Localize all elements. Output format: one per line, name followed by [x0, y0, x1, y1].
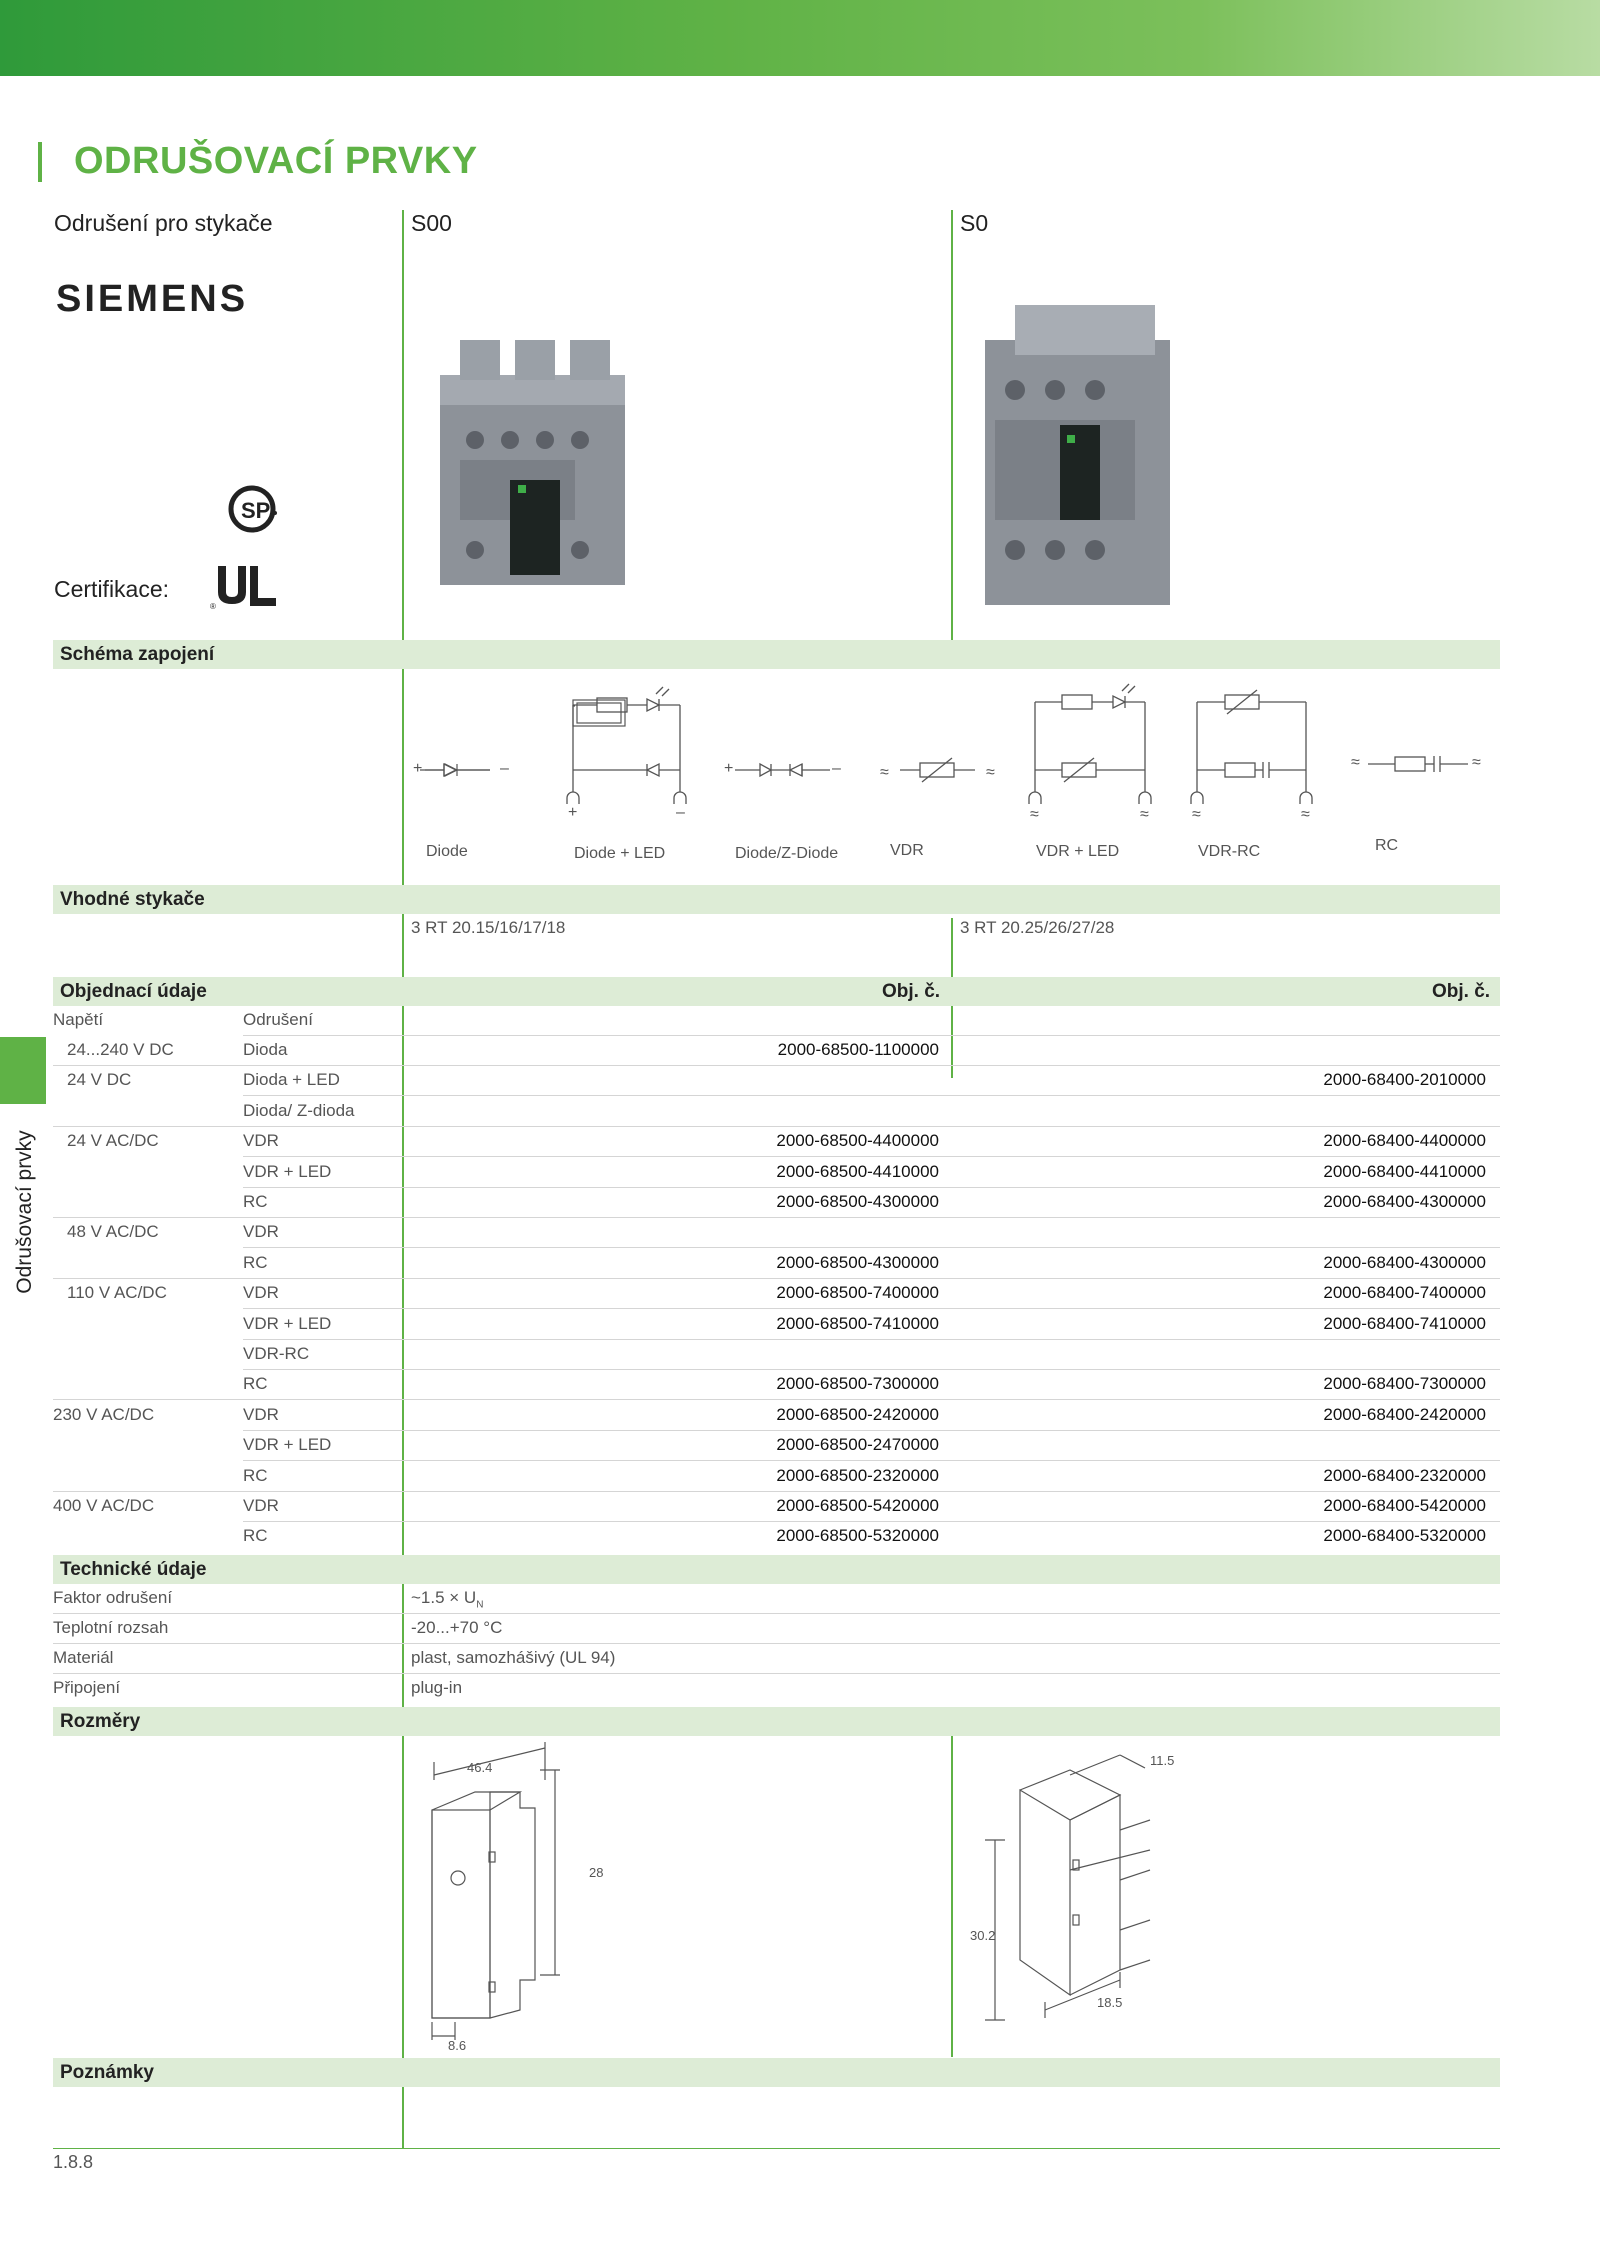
table-row: [53, 1431, 1500, 1461]
header-col-s0: S0: [960, 210, 989, 236]
section-title-rozmery: Rozměry: [60, 1711, 141, 1732]
section-title-poznamky: Poznámky: [60, 2062, 154, 2083]
order-header-napeti: Napětí: [53, 1010, 104, 1029]
table-row: [53, 1492, 1500, 1522]
title-marker: [38, 142, 42, 182]
schema-label-diode-zdiode: Diode/Z-Diode: [735, 845, 839, 862]
csa-logo-icon: [228, 483, 280, 535]
table-row: [53, 1310, 1500, 1340]
order-cell-odruseni: Dioda + LED: [243, 1070, 340, 1090]
order-cell-s00: 2000-68500-2420000: [776, 1404, 939, 1424]
table-row: [53, 1370, 1500, 1400]
schema-label-diode-led: Diode + LED: [574, 845, 666, 862]
order-header-row: [53, 1006, 1500, 1036]
tech-value: ~1.5 × $U_N$: [411, 1588, 484, 1611]
order-cell-s0: 2000-68400-5320000: [1323, 1526, 1486, 1546]
order-cell-s00: 2000-68500-4300000: [776, 1192, 939, 1211]
vdrrc-ac-right-sign: ≈: [1301, 806, 1310, 823]
order-cell-napeti: 24 V DC: [67, 1070, 132, 1090]
order-cell-s0: 2000-68400-5420000: [1323, 1496, 1486, 1515]
tech-row: [53, 1674, 1500, 1704]
section-bar-technicke: [53, 1555, 1500, 1584]
section-bar-schema: [53, 640, 1500, 669]
tech-value: -20...+70 °C: [411, 1618, 503, 1637]
table-row: [53, 1097, 1500, 1127]
order-cell-s0: 2000-68400-4400000: [1323, 1131, 1486, 1151]
table-row: [53, 1249, 1500, 1279]
dim-s00-depth: 8.6: [448, 2038, 467, 2053]
tech-value: plug-in: [411, 1678, 463, 1697]
order-cell-odruseni: VDR: [243, 1131, 279, 1151]
order-cell-s0: 2000-68400-7410000: [1323, 1313, 1486, 1333]
s0-contactor-image: [975, 300, 1195, 610]
vdrrc-ac-left-sign: ≈: [1192, 806, 1201, 823]
order-cell-s00: 2000-68500-5420000: [776, 1496, 939, 1515]
section-title-objednaci: Objednací údaje: [60, 981, 207, 1002]
tech-label: Připojení: [53, 1678, 121, 1697]
diodeled-plus-sign: +: [568, 804, 578, 821]
section-bar-objednaci: [53, 977, 1500, 1006]
diode-minus-sign: –: [500, 760, 509, 777]
zdiode-minus-sign: –: [832, 760, 841, 777]
page-title: ODRUŠOVACÍ PRVKY: [74, 140, 478, 182]
rc-ac-left-sign: ≈: [1351, 754, 1360, 771]
order-cell-odruseni: VDR + LED: [243, 1435, 332, 1455]
order-cell-odruseni: VDR: [243, 1496, 279, 1515]
page-number: 1.8.8: [53, 2152, 94, 2172]
order-cell-s00: 2000-68500-7400000: [776, 1283, 939, 1303]
dim-s00-height: 28: [589, 1865, 604, 1880]
header-col-s00: S00: [411, 210, 452, 236]
schema-label-vdr-rc: VDR-RC: [1198, 843, 1261, 860]
order-cell-odruseni: RC: [243, 1192, 268, 1211]
footer-line: [53, 2148, 1500, 2149]
order-cell-odruseni: VDR: [243, 1283, 279, 1303]
tech-label: Teplotní rozsah: [53, 1618, 169, 1637]
divider-col1-top: [402, 210, 404, 640]
order-cell-s0: 2000-68400-2010000: [1323, 1070, 1486, 1090]
order-header-obj-s0: Obj. č.: [1432, 981, 1491, 1002]
s0-dimension-drawing: [970, 1740, 1200, 2060]
table-row: [53, 1188, 1500, 1218]
tech-label: Materiál: [53, 1648, 114, 1667]
order-cell-odruseni: RC: [243, 1526, 268, 1546]
stykace-s0: 3 RT 20.25/26/27/28: [960, 918, 1115, 937]
vdrled-ac-left-sign: ≈: [1030, 806, 1039, 823]
order-cell-napeti: 48 V AC/DC: [67, 1222, 159, 1242]
table-row: [53, 1462, 1500, 1492]
tech-label: Faktor odrušení: [53, 1588, 173, 1607]
order-cell-odruseni: RC: [243, 1374, 268, 1394]
table-row: [53, 1340, 1500, 1370]
dim-s0-depth: 11.5: [1150, 1753, 1175, 1768]
order-cell-s0: 2000-68400-4300000: [1323, 1252, 1486, 1272]
order-cell-s0: 2000-68400-7300000: [1323, 1374, 1486, 1394]
s00-contactor-image: [430, 335, 640, 590]
order-cell-s0: 2000-68400-4410000: [1323, 1161, 1486, 1181]
order-cell-napeti: 400 V AC/DC: [53, 1496, 155, 1515]
order-cell-napeti: 230 V AC/DC: [53, 1404, 155, 1424]
section-bar-poznamky: [53, 2058, 1500, 2087]
stykace-s00: 3 RT 20.15/16/17/18: [411, 918, 566, 937]
order-cell-s00: 2000-68500-4400000: [776, 1131, 939, 1151]
order-cell-s00: 2000-68500-4410000: [776, 1161, 939, 1181]
divider-col2-top: [951, 210, 953, 640]
order-cell-s00: 2000-68500-2470000: [776, 1435, 939, 1455]
vdrled-ac-right-sign: ≈: [1140, 806, 1149, 823]
order-cell-odruseni: VDR + LED: [243, 1313, 332, 1333]
table-row: [53, 1401, 1500, 1431]
order-cell-s00: 2000-68500-7300000: [776, 1374, 939, 1394]
schema-label-rc: RC: [1375, 837, 1399, 854]
order-header-obj-s00: Obj. č.: [882, 981, 941, 1002]
siemens-logo: SIEMENS: [56, 278, 249, 320]
table-row: [53, 1279, 1500, 1309]
section-bar-stykace: [53, 885, 1500, 914]
order-cell-odruseni: Dioda/ Z-dioda: [243, 1100, 355, 1120]
order-cell-s00: 2000-68500-1100000: [777, 1040, 939, 1059]
schema-label-vdr-led: VDR + LED: [1036, 843, 1120, 860]
rc-ac-right-sign: ≈: [1472, 754, 1481, 771]
order-cell-odruseni: VDR: [243, 1404, 279, 1424]
order-cell-odruseni: RC: [243, 1465, 268, 1485]
order-cell-s00: 2000-68500-2320000: [776, 1465, 939, 1485]
svg-text:SP: SP: [241, 498, 271, 523]
order-cell-s00: 2000-68500-7410000: [776, 1313, 939, 1333]
order-cell-s0: 2000-68400-2420000: [1323, 1404, 1486, 1424]
order-header-odruseni: Odrušení: [243, 1010, 313, 1029]
order-cell-odruseni: VDR: [243, 1222, 279, 1242]
header-product-label: Odrušení pro stykače: [54, 210, 273, 236]
order-cell-s0: 2000-68400-2320000: [1323, 1465, 1486, 1485]
table-row: [53, 1066, 1500, 1096]
table-row: [53, 1036, 1500, 1066]
order-cell-napeti: 110 V AC/DC: [67, 1283, 167, 1303]
order-cell-odruseni: Dioda: [243, 1040, 288, 1059]
table-row: [53, 1158, 1500, 1188]
section-bar-rozmery: [53, 1707, 1500, 1736]
tech-row: [53, 1584, 1500, 1614]
vdr-ac-left-sign: ≈: [880, 764, 889, 781]
diodeled-minus-sign: –: [676, 804, 685, 821]
tech-row: [53, 1644, 1500, 1674]
order-cell-napeti: 24...240 V DC: [67, 1040, 174, 1059]
ul-logo-icon: [210, 562, 286, 610]
divider-col2-dims: [951, 1707, 953, 2057]
order-cell-s0: 2000-68400-7400000: [1323, 1283, 1486, 1303]
section-title-schema: Schéma zapojení: [60, 644, 215, 665]
side-tab-marker: [0, 1037, 46, 1104]
order-cell-s0: 2000-68400-4300000: [1323, 1192, 1486, 1211]
svg-text:®: ®: [210, 602, 216, 611]
section-title-stykace: Vhodné stykače: [60, 889, 205, 910]
s00-dimension-drawing: [420, 1740, 620, 2060]
order-cell-odruseni: VDR + LED: [243, 1161, 332, 1181]
order-cell-s00: 2000-68500-5320000: [776, 1526, 939, 1546]
table-row: [53, 1522, 1500, 1552]
dim-s0-width: 18.5: [1097, 1995, 1123, 2010]
top-color-bar: [0, 0, 1600, 76]
zdiode-plus-sign: +: [724, 760, 734, 777]
order-cell-s00: 2000-68500-4300000: [776, 1252, 939, 1272]
dim-s0-height: 30.2: [970, 1928, 996, 1943]
certification-label: Certifikace:: [54, 576, 170, 602]
order-cell-odruseni: RC: [243, 1252, 268, 1272]
side-tab-label: Odrušovací prvky: [13, 1130, 36, 1294]
order-cell-napeti: 24 V AC/DC: [67, 1131, 159, 1151]
tech-row: [53, 1614, 1500, 1644]
schema-label-diode: Diode: [426, 843, 468, 860]
vdr-ac-right-sign: ≈: [986, 764, 995, 781]
diode-plus-sign: +: [413, 760, 423, 777]
dim-s00-width: 46.4: [467, 1760, 493, 1775]
order-cell-odruseni: VDR-RC: [243, 1344, 310, 1363]
table-row: [53, 1127, 1500, 1157]
tech-value: plast, samozhášivý (UL 94): [411, 1648, 616, 1667]
section-title-technicke: Technické údaje: [60, 1559, 207, 1580]
schema-label-vdr: VDR: [890, 842, 924, 859]
table-row: [53, 1218, 1500, 1248]
